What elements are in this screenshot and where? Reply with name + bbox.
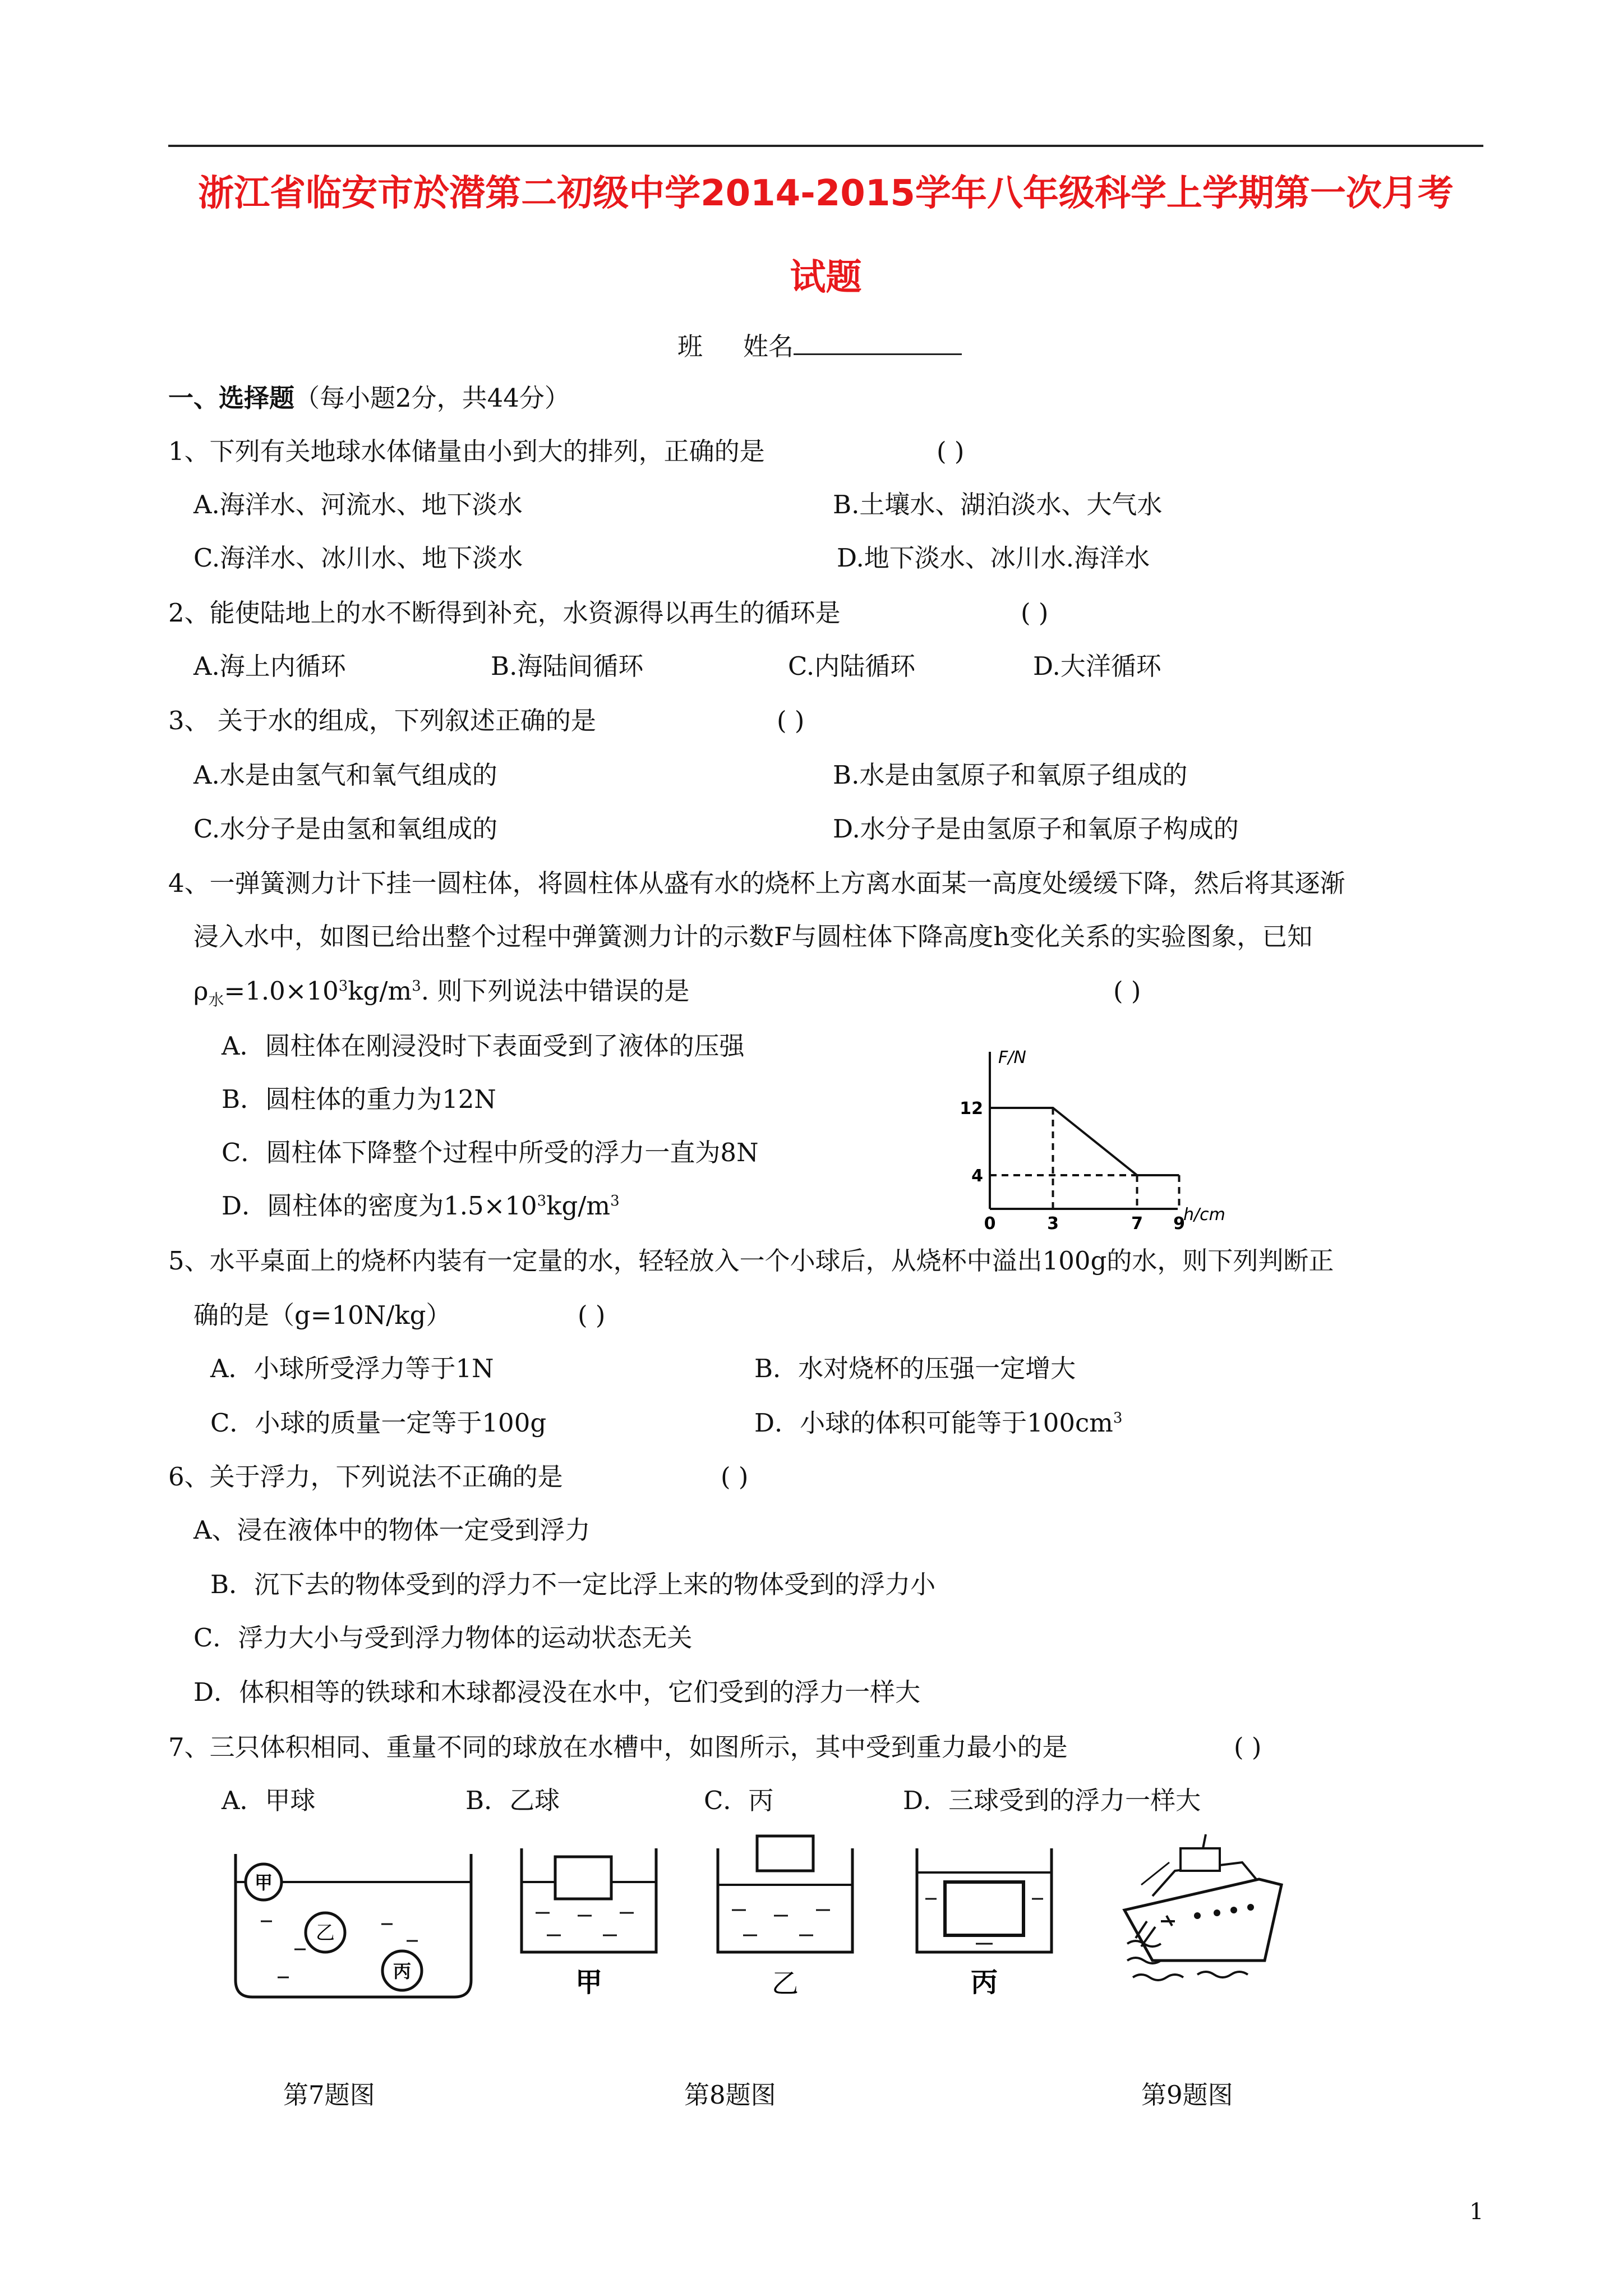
page-number: 1 [1469,2199,1484,2225]
ship-mast [1203,1834,1206,1848]
figure-8-cup-bing [909,1840,1060,2003]
q7-stem: 7、三只体积相同、重量不同的球放在水槽中，如图所示，其中受到重力最小的是 [168,1732,1068,1762]
q1-stem: 1、下列有关地球水体储量由小到大的排列，正确的是 [168,436,765,466]
q4-option-d: D．圆柱体的密度为$1.5\times 10^3kg/m^3$ [222,1191,620,1221]
q4-stem-line2: 浸入水中，如图已给出整个过程中弹簧测力计的示数F与圆柱体下降高度h变化关系的实验图象，已知 [193,922,1313,951]
q4-answer-paren: ( ) [1113,976,1141,1006]
q7-answer-paren: ( ) [1234,1732,1262,1762]
name-blank[interactable] [794,331,962,355]
q5-option-b: B．水对烧杯的压强一定增大 [754,1354,1076,1383]
figure-8-caption: 第8题图 [684,2080,776,2110]
porthole [1247,1904,1254,1911]
name-label: 姓名 [743,332,794,361]
q5-option-c: C．小球的质量一定等于100g [210,1408,547,1438]
q7-option-b: B．乙球 [465,1786,560,1815]
q6-option-b: B．沉下去的物体受到的浮力不一定比浮上来的物体受到的浮力小 [210,1570,936,1599]
figure-9-caption: 第9题图 [1141,2080,1233,2110]
y-tick-labels [960,1099,983,1186]
ship-hull [1124,1879,1281,1961]
x-axis-label: h/cm [1183,1205,1225,1225]
porthole [1214,1910,1220,1916]
ball-yi-label: 乙 [316,1922,335,1944]
block [757,1836,813,1871]
figure-8-cup-jia [513,1840,665,2003]
x-tick-label: 3 [1047,1214,1059,1231]
x-tick-label: 9 [1173,1214,1185,1231]
q7-option-a: A．甲球 [222,1786,316,1815]
class-label: 班 [677,332,703,361]
block [555,1857,611,1899]
q2-stem: 2、能使陆地上的水不断得到补充，水资源得以再生的循环是 [168,598,841,628]
cup-jia-label: 甲 [575,1967,603,1998]
q2-option-a: A.海上内循环 [193,651,346,681]
q3-option-d: D.水分子是由氢原子和氧原子构成的 [833,814,1239,844]
y-tick-label: 12 [960,1099,983,1119]
figure-8-cup-yi [709,1832,861,2003]
q3-option-c: C.水分子是由氢和氧组成的 [193,814,498,844]
x-tick-label: 7 [1131,1214,1143,1231]
q4-option-b: B．圆柱体的重力为12N [222,1084,496,1114]
ball-jia-label: 甲 [254,1872,273,1893]
figure-9-ship [1113,1832,1293,1994]
q3-option-b: B.水是由氢原子和氧原子组成的 [833,760,1188,790]
page-title-line2: 试题 [790,257,862,298]
q2-option-b: B.海陆间循环 [491,651,644,681]
q3-option-a: A.水是由氢气和氧气组成的 [193,760,497,790]
cup-bing-label: 丙 [970,1967,998,1998]
q4-stem-line3: $\rho_水=1.0\times 10^3kg/m^3$. 则下列说法中错误的是 [193,976,690,1009]
q2-option-c: C.内陆循环 [788,651,916,681]
q6-stem: 6、关于浮力，下列说法不正确的是 [168,1462,563,1492]
ship-cabin [1181,1848,1220,1871]
guide-lines [990,1108,1179,1209]
q2-option-d: D.大洋循环 [1033,651,1161,681]
q1-option-b: B.土壤水、湖泊淡水、大气水 [833,490,1163,519]
q6-option-c: C．浮力大小与受到浮力物体的运动状态无关 [193,1623,693,1653]
q6-answer-paren: ( ) [721,1462,749,1492]
section-heading: 一、选择题（每小题2分，共44分） [168,383,570,413]
y-axis-label: F/N [998,1048,1026,1068]
q7-option-c: C．丙 [704,1786,774,1815]
student-info [677,330,962,364]
figure-7-trough [227,1843,479,2011]
porthole [1194,1912,1201,1919]
q2-answer-paren: ( ) [1021,598,1049,628]
ball-bing-label: 丙 [393,1961,412,1982]
q5-option-d: D．小球的体积可能等于$100cm^3$ [754,1408,1123,1438]
q5-answer-paren: ( ) [578,1300,606,1330]
block [945,1882,1023,1935]
q3-stem: 3、 关于水的组成，下列叙述正确的是 [168,706,596,735]
q4-option-c: C．圆柱体下降整个过程中所受的浮力一直为8N [222,1138,759,1167]
y-tick-label: 4 [971,1166,983,1186]
q4-stem-line1: 4、一弹簧测力计下挂一圆柱体，将圆柱体从盛有水的烧杯上方离水面某一高度处缓缓下降，然后将其逐渐 [168,868,1345,898]
q6-option-a: A、浸在液体中的物体一定受到浮力 [193,1515,591,1545]
porthole [1230,1907,1237,1913]
q1-option-d: D.地下淡水、冰川水.海洋水 [837,543,1150,573]
header-rule [168,145,1483,147]
q1-answer-paren: ( ) [937,436,965,466]
q1-option-c: C.海洋水、冰川水、地下淡水 [193,543,523,573]
x-tick-label: 0 [984,1214,996,1231]
q4-option-a: A．圆柱体在刚浸没时下表面受到了液体的压强 [222,1031,745,1061]
x-tick-labels [984,1214,1185,1231]
q3-answer-paren: ( ) [777,706,805,735]
q5-option-a: A．小球所受浮力等于1N [210,1354,494,1383]
q5-stem-line1: 5、水平桌面上的烧杯内装有一定量的水，轻轻放入一个小球后，从烧杯中溢出100g的水，则下列判断正 [168,1246,1334,1276]
force-height-chart [953,1041,1267,1231]
figure-7-caption: 第7题图 [283,2080,375,2110]
series-line [990,1108,1179,1175]
page-title-line1: 浙江省临安市於潜第二初级中学2014-2015学年八年级科学上学期第一次月考 [198,173,1454,214]
cup-yi-label: 乙 [771,1968,799,1999]
q7-option-d: D．三球受到的浮力一样大 [903,1786,1201,1815]
q5-stem-line2: 确的是（g=10N/kg） [193,1300,451,1330]
q6-option-d: D．体积相等的铁球和木球都浸没在水中，它们受到的浮力一样大 [193,1677,921,1707]
q1-option-a: A.海洋水、河流水、地下淡水 [193,490,523,519]
